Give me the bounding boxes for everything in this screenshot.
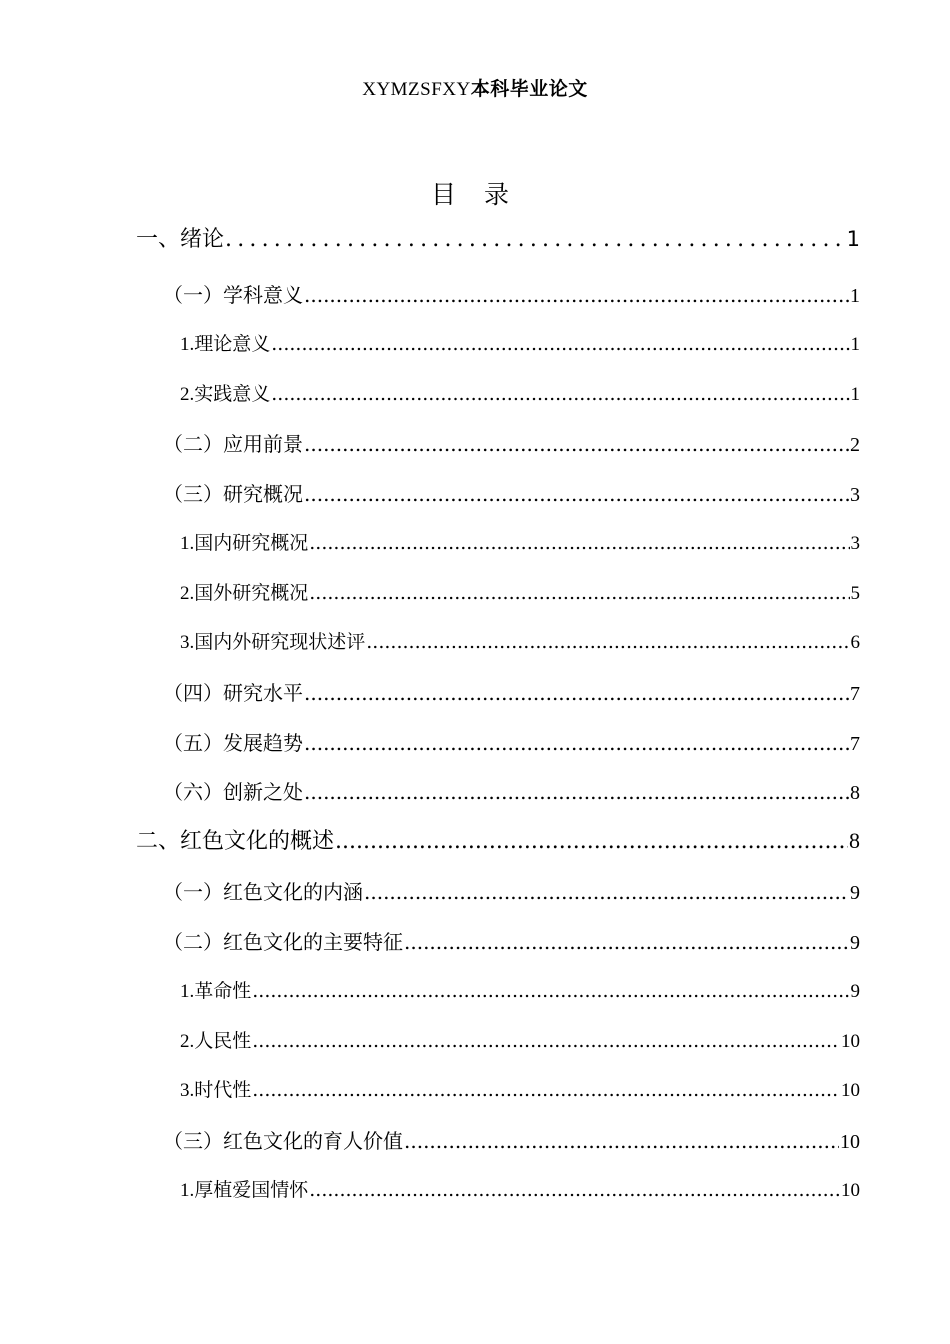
toc-leader bbox=[404, 1129, 839, 1153]
toc-entry[interactable] bbox=[163, 478, 860, 507]
toc-entry-page: 6 bbox=[850, 632, 860, 653]
toc-entry-number: 2. bbox=[180, 583, 195, 604]
toc-leader bbox=[304, 731, 849, 755]
toc-leader bbox=[366, 631, 849, 653]
toc-entry[interactable] bbox=[180, 528, 860, 555]
toc-entry[interactable] bbox=[180, 1026, 860, 1053]
toc-leader bbox=[404, 930, 849, 954]
toc-entry-page: 1 bbox=[850, 334, 860, 355]
toc-leader bbox=[252, 1079, 840, 1101]
toc-entry[interactable] bbox=[136, 824, 860, 855]
toc-entry[interactable] bbox=[163, 776, 860, 805]
toc-entry-label: （三）红色文化的育人价值 bbox=[163, 1129, 403, 1153]
toc-entry-page: 9 bbox=[850, 932, 860, 954]
toc-entry-label: （一）学科意义 bbox=[163, 283, 303, 307]
toc-entry-page: 7 bbox=[850, 733, 860, 755]
toc-entry[interactable] bbox=[180, 976, 860, 1003]
toc-leader bbox=[335, 829, 848, 854]
document-header bbox=[0, 74, 950, 101]
toc-entry-number: 1. bbox=[180, 533, 195, 554]
toc-entry-page: 10 bbox=[841, 1080, 860, 1101]
toc-entry-page: 3 bbox=[850, 484, 860, 506]
toc-entry-label bbox=[180, 329, 270, 356]
toc-leader bbox=[271, 383, 849, 405]
toc-entry[interactable] bbox=[163, 677, 860, 706]
toc-entry[interactable] bbox=[163, 1125, 860, 1154]
toc-entry-label: 二、红色文化的概述 bbox=[136, 829, 335, 854]
toc-leader bbox=[304, 283, 849, 307]
toc-entry-text: 理论意义 bbox=[194, 333, 271, 355]
toc-entry[interactable] bbox=[163, 279, 860, 308]
toc-entry-label bbox=[180, 379, 270, 406]
toc-leader bbox=[252, 980, 849, 1002]
toc-leader bbox=[309, 1179, 840, 1201]
toc-entry[interactable] bbox=[163, 926, 860, 955]
toc-entry-number: 1. bbox=[180, 1180, 195, 1201]
toc-entry-number: 3. bbox=[180, 1080, 195, 1101]
toc-entry-label: （二）应用前景 bbox=[163, 432, 303, 456]
toc-entry-label: （六）创新之处 bbox=[163, 780, 303, 804]
toc-entry-label bbox=[180, 976, 251, 1003]
toc-entry-page: 1 bbox=[846, 227, 860, 251]
toc-entry-page: 9 bbox=[850, 981, 860, 1002]
toc-entry-text: 国内研究概况 bbox=[194, 532, 309, 554]
toc-entry-text: 实践意义 bbox=[194, 383, 271, 405]
toc-entry-page: 7 bbox=[850, 683, 860, 705]
toc-entry-label bbox=[180, 1075, 251, 1102]
toc-leader bbox=[304, 432, 849, 456]
toc-entry-page: 5 bbox=[850, 583, 860, 604]
toc-leader bbox=[304, 780, 849, 804]
toc-entry-text: 国内外研究现状述评 bbox=[194, 631, 366, 653]
toc-entry[interactable] bbox=[180, 1175, 860, 1202]
toc-entry-text: 时代性 bbox=[194, 1079, 252, 1101]
toc-entry-page: 3 bbox=[850, 533, 860, 554]
toc-entry-label: 一、绪论 bbox=[136, 227, 225, 252]
toc-entry-page: 10 bbox=[840, 1131, 860, 1153]
toc-leader bbox=[309, 582, 849, 604]
toc-entry-page: 8 bbox=[850, 782, 860, 804]
toc-entry-page: 10 bbox=[841, 1031, 860, 1052]
toc-title: 目 录 bbox=[431, 180, 519, 209]
toc-entry-text: 人民性 bbox=[194, 1030, 252, 1052]
toc-leader bbox=[304, 681, 849, 705]
toc-entry-label bbox=[180, 528, 308, 555]
toc-entry-label bbox=[180, 578, 308, 605]
toc-entry-label: （四）研究水平 bbox=[163, 681, 303, 705]
toc-entry[interactable] bbox=[180, 329, 860, 356]
toc-entry-label: （五）发展趋势 bbox=[163, 731, 303, 755]
toc-entry-number: 1. bbox=[180, 334, 195, 355]
toc-entry-label: （二）红色文化的主要特征 bbox=[163, 930, 403, 954]
toc-entry[interactable] bbox=[163, 428, 860, 457]
toc-entry-page: 1 bbox=[850, 285, 860, 307]
toc-entry-number: 2. bbox=[180, 1031, 195, 1052]
toc-leader bbox=[304, 482, 849, 506]
toc-entry-page: 2 bbox=[850, 434, 860, 456]
toc-leader bbox=[309, 532, 849, 554]
toc-entry-text: 革命性 bbox=[194, 980, 252, 1002]
toc-entry-label bbox=[180, 1026, 251, 1053]
toc-entry[interactable] bbox=[136, 222, 860, 253]
toc-entry-text: 厚植爱国情怀 bbox=[194, 1179, 309, 1201]
toc-entry[interactable] bbox=[180, 627, 860, 654]
toc-entry[interactable] bbox=[180, 1075, 860, 1102]
toc-leader bbox=[252, 1030, 840, 1052]
toc-entry-number: 2. bbox=[180, 384, 195, 405]
header-school-code: XYMZSFXY bbox=[362, 79, 471, 100]
toc-entry[interactable] bbox=[163, 876, 860, 905]
toc-entry-page: 9 bbox=[850, 882, 860, 904]
toc-entry-label bbox=[180, 1175, 308, 1202]
toc-entry-page: 1 bbox=[850, 384, 860, 405]
toc-leader bbox=[225, 227, 846, 252]
toc-leader bbox=[271, 333, 849, 355]
toc-entry-number: 1. bbox=[180, 981, 195, 1002]
toc-entry-label: （三）研究概况 bbox=[163, 482, 303, 506]
toc-entry-number: 3. bbox=[180, 632, 195, 653]
toc-entry[interactable] bbox=[180, 578, 860, 605]
toc-entry-page: 10 bbox=[841, 1180, 860, 1201]
header-thesis-label: 本科毕业论文 bbox=[470, 78, 588, 100]
toc-entry-page: 8 bbox=[849, 828, 860, 853]
toc-entry[interactable] bbox=[180, 379, 860, 406]
toc-entry[interactable] bbox=[163, 727, 860, 756]
toc-entry-text: 国外研究概况 bbox=[194, 582, 309, 604]
toc-entry-label: （一）红色文化的内涵 bbox=[163, 880, 363, 904]
toc-leader bbox=[364, 880, 849, 904]
toc-entry-label bbox=[180, 627, 365, 654]
